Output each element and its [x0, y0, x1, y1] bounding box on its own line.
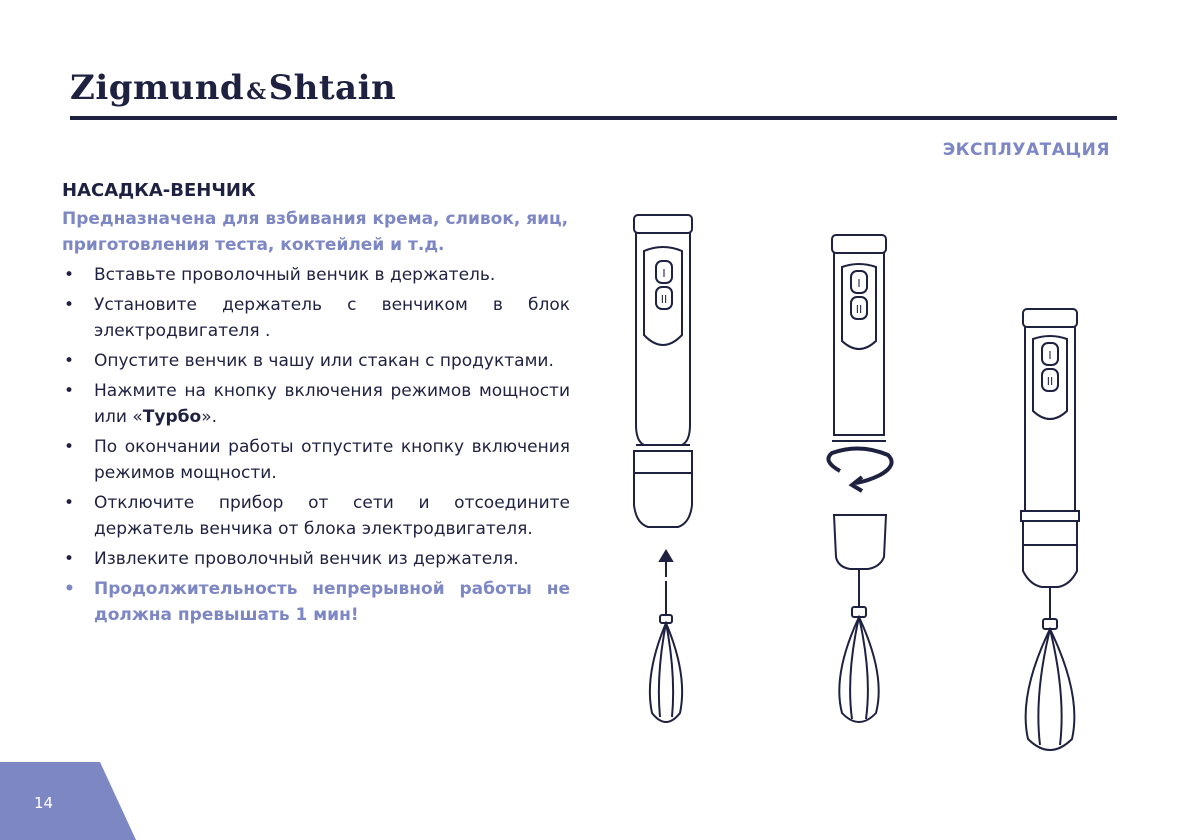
speed-button-2-label: II [855, 303, 863, 316]
speed-button-1-label: I [1048, 349, 1052, 362]
step-item: • Вставьте проволочный венчик в держатель. [62, 262, 570, 288]
steps-list [62, 262, 570, 628]
rotate-arrow-icon [828, 448, 891, 491]
page-tab [0, 762, 140, 840]
arrow-up-icon [660, 551, 672, 577]
section-heading: НАСАДКА-ВЕНЧИК [62, 180, 256, 201]
step-item: • Извлеките проволочный венчик из держателя. [62, 546, 570, 572]
speed-button-2-label: II [660, 293, 668, 306]
step-item: • По окончании работы отпустите кнопку включения режимов мощности. [62, 434, 570, 486]
step-turbo-bold: Турбо [142, 407, 202, 427]
speed-button-1-label: I [662, 267, 666, 280]
whisk-icon [650, 581, 682, 722]
warning-item: • Продолжительность непрерывной работы не должна превышать 1 мин! [62, 576, 570, 628]
step-turbo-after: ». [201, 407, 217, 427]
whisk-holder-icon [834, 515, 886, 617]
step-turbo-before: Нажмите на кнопку включения режимов мощности или « [94, 381, 570, 427]
step-item: • Отключите прибор от сети и отсоедините держатель венчика от блока электродвигателя. [62, 490, 570, 542]
whisk-icon [839, 617, 878, 722]
blender-body-icon [832, 235, 886, 441]
intro-text: Предназначена для взбивания крема, сливок, яиц, приготовления теста, коктейлей и т.д. [62, 209, 569, 255]
header-rule [70, 116, 1117, 120]
blender-body-icon [634, 215, 692, 527]
step-item-turbo [62, 378, 570, 430]
step-item: • Опустите венчик в чашу или стакан с продуктами. [62, 348, 570, 374]
brand-name-part2: Shtain [268, 68, 397, 108]
brand-logo [70, 68, 396, 108]
brand-ampersand: & [246, 79, 267, 105]
speed-button-2-label: II [1046, 375, 1054, 388]
speed-button-1-label: I [857, 277, 861, 290]
whisk-assembly-illustration [600, 205, 1120, 765]
section-label: ЭКСПЛУАТАЦИЯ [942, 140, 1110, 160]
brand-name-part1: Zigmund [70, 68, 245, 108]
instructions-column [62, 180, 570, 632]
page-number: 14 [34, 794, 54, 812]
step-item: • Установите держатель с венчиком в блок электродвигателя . [62, 292, 570, 344]
